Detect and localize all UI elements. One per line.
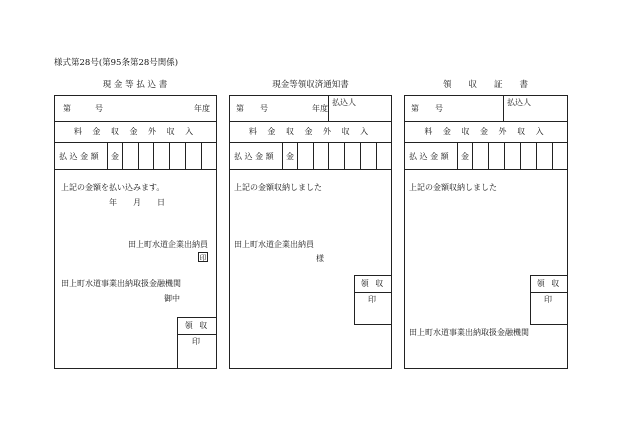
form3-title: 領 収 証 書 [442,80,528,90]
form1-official: 田上町水道企業出納員 [128,240,208,249]
form3-amount-row [405,142,567,170]
form1-digit-line [153,142,154,169]
form3-amount-label: 払 込 金 額 [409,152,449,161]
form2-title: 現金等領収済通知書 [272,80,349,90]
form2-receipt-notice [229,95,392,369]
form3-digit-line [488,142,489,169]
form3-number-row [405,96,567,122]
form2-sama: 様 [316,254,324,263]
form2-divider [282,142,283,169]
form3-statement: 上記の金額収納しました [409,183,497,192]
form1-date: 年 月 日 [109,198,165,207]
form1-digit-line [185,142,186,169]
form1-stamp-box [177,317,217,369]
form2-kin: 金 [286,152,294,161]
form1-digit-line [122,142,123,169]
form3-digit-line [472,142,473,169]
form1-amount-label: 払 込 金 額 [59,152,99,161]
form3-digit-line [552,142,553,169]
form1-seal-box [198,252,208,262]
form2-stamp-label: 領 収 印 [355,276,391,293]
form3-digit-line [520,142,521,169]
form1-onchu: 御中 [164,294,180,303]
form2-divider [328,96,329,121]
form2-amount-row [230,142,391,170]
form2-official: 田上町水道企業出納員 [234,240,314,249]
form3-divider [503,96,504,121]
form3-kin: 金 [461,152,469,161]
form2-stamp-box [354,275,392,325]
form3-stamp-label: 領 収 印 [531,276,567,293]
form1-title: 現 金 等 払 込 書 [102,80,168,90]
form1-stamp-label: 領 収 印 [178,318,216,335]
form1-digit-line [138,142,139,169]
form1-payment-slip [54,95,217,369]
form1-institution: 田上町水道事業出納取扱金融機関 [61,279,181,288]
form2-fiscal-year: 年度 [312,104,328,113]
form2-digit-line [328,142,329,169]
form2-amount-label: 払 込 金 額 [234,152,274,161]
form3-stamp-box [530,275,568,325]
form1-digit-line [201,142,202,169]
form1-digit-line [169,142,170,169]
form2-payer-label: 払込人 [332,98,356,107]
form3-digit-line [504,142,505,169]
form1-statement: 上記の金額を払い込みます。 [61,183,165,192]
form2-digit-line [344,142,345,169]
form2-fee-row: 料 金 収 金 外 収 入 [230,121,391,143]
form2-number-label: 第 号 [236,104,268,113]
form3-institution: 田上町水道事業出納取扱金融機関 [409,328,529,337]
form1-seal-icon: 印 [199,254,207,262]
form1-divider [107,142,108,169]
form3-payer-label: 払込人 [507,98,531,107]
form2-digit-line [313,142,314,169]
form3-receipt [404,95,568,369]
form3-fee-row: 料 金 収 金 外 収 入 [405,121,567,143]
form-header: 様式第28号(第95条第28号関係) [54,58,179,68]
form3-number-label: 第 号 [411,104,443,113]
form1-number-label: 第 号 [63,104,103,113]
form1-fee-row: 料 金 収 金 外 収 入 [55,121,216,143]
form2-number-row [230,96,391,122]
form1-number-row [55,96,216,122]
form2-digit-line [376,142,377,169]
form1-kin: 金 [111,152,119,161]
form2-digit-line [297,142,298,169]
form3-divider [457,142,458,169]
form2-digit-line [360,142,361,169]
form3-digit-line [536,142,537,169]
form2-statement: 上記の金額収納しました [234,183,322,192]
form1-fiscal-year: 年度 [194,104,210,113]
form1-amount-row [55,142,216,170]
